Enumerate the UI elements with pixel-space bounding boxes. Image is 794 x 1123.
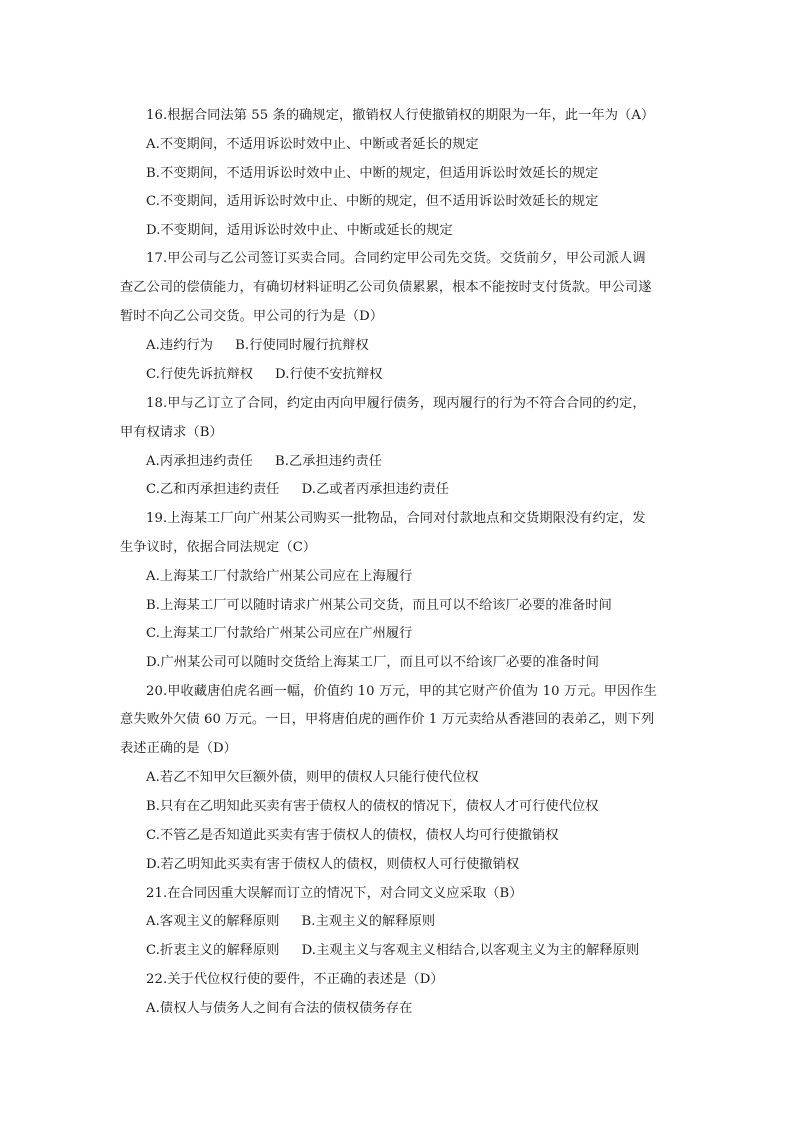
- option-17-b: B.行使同时履行抗辩权: [235, 338, 369, 353]
- option-16-a: A.不变期间，不适用诉讼时效中止、中断或者延长的规定: [146, 137, 479, 152]
- option-row-18-cd: [146, 481, 449, 499]
- option-20-d: D.若乙明知此买卖有害于债权人的债权，则债权人可行使撤销权: [146, 857, 520, 872]
- option-17-a: A.违约行为: [146, 338, 214, 353]
- question-18-stem-cont: 甲有权请求（B）: [120, 425, 223, 440]
- option-22-a: A.债权人与债务人之间有合法的债权债务存在: [146, 1001, 413, 1016]
- option-row-18-ab: [146, 453, 382, 471]
- option-19-d: D.广州某公司可以随时交货给上海某工厂，而且可以不给该厂必要的准备时间: [146, 655, 599, 670]
- option-18-c: C.乙和丙承担违约责任: [146, 482, 280, 497]
- option-19-a: A.上海某工厂付款给广州某公司应在上海履行: [146, 569, 413, 584]
- option-20-b: B.只有在乙明知此买卖有害于债权人的债权的情况下，债权人才可行使代位权: [146, 799, 599, 814]
- question-21-stem: 21.在合同因重大误解而订立的情况下，对合同文义应采取（B）: [146, 886, 523, 901]
- option-18-d: D.乙或者丙承担违约责任: [301, 482, 449, 497]
- option-16-c: C.不变期间，适用诉讼时效中止、中断的规定，但不适用诉讼时效延长的规定: [146, 194, 599, 209]
- question-19-stem-cont: 生争议时，依据合同法规定（C）: [120, 540, 317, 555]
- option-16-d: D.不变期间，适用诉讼时效中止、中断或延长的规定: [146, 223, 453, 238]
- option-17-c: C.行使先诉抗辩权: [146, 367, 254, 382]
- question-20-stem: 20.甲收藏唐伯虎名画一幅，价值约 10 万元，甲的其它财产价值为 10 万元。甲因作生: [146, 684, 657, 699]
- option-21-d: D.主观主义与客观主义相结合,以客观主义为主的解释原则: [301, 943, 640, 958]
- question-17-stem-cont: 暂时不向乙公司交货。甲公司的行为是（D）: [120, 309, 384, 324]
- option-18-b: B.乙承担违约责任: [274, 454, 383, 469]
- option-21-b: B.主观主义的解释原则: [301, 914, 436, 929]
- option-row-17-ab: [146, 337, 369, 355]
- option-16-b: B.不变期间，不适用诉讼时效中止、中断的规定，但适用诉讼时效延长的规定: [146, 166, 599, 181]
- question-22-stem: 22.关于代位权行使的要件，不正确的表述是（D）: [146, 972, 444, 987]
- question-18-stem: 18.甲与乙订立了合同，约定由丙向甲履行债务，现丙履行的行为不符合合同的约定，: [146, 396, 646, 411]
- question-16-stem: 16.根据合同法第 55 条的确规定，撤销权人行使撤销权的期限为一年，此一年为（A）: [146, 108, 655, 123]
- option-19-c: C.上海某工厂付款给广州某公司应在广州履行: [146, 626, 413, 641]
- option-row-21-cd: [146, 942, 639, 960]
- option-19-b: B.上海某工厂可以随时请求广州某公司交货，而且可以不给该厂必要的准备时间: [146, 598, 612, 613]
- question-17-stem-cont: 查乙公司的偿债能力，有确切材料证明乙公司负债累累，根本不能按时支付货款。甲公司遂: [120, 280, 652, 295]
- option-20-a: A.若乙不知甲欠巨额外债，则甲的债权人只能行使代位权: [146, 770, 479, 785]
- option-row-17-cd: [146, 366, 383, 384]
- question-17-stem: 17.甲公司与乙公司签订买卖合同。合同约定甲公司先交货。交货前夕，甲公司派人调: [146, 251, 646, 266]
- question-20-stem-cont: 表述正确的是（D）: [120, 741, 237, 756]
- option-20-c: C.不管乙是否知道此买卖有害于债权人的债权，债权人均可行使撤销权: [146, 828, 559, 843]
- option-21-c: C.折衷主义的解释原则: [146, 943, 280, 958]
- option-row-21-ab: [146, 913, 435, 931]
- option-18-a: A.丙承担违约责任: [146, 454, 253, 469]
- question-19-stem: 19.上海某工厂向广州某公司购买一批物品，合同对付款地点和交货期限没有约定，发: [146, 511, 646, 526]
- option-21-a: A.客观主义的解释原则: [146, 914, 280, 929]
- question-20-stem-cont: 意失败外欠债 60 万元。一日，甲将唐伯虎的画作价 1 万元卖给从香港回的表弟乙，则下列: [120, 712, 655, 727]
- option-17-d: D.行使不安抗辩权: [275, 367, 383, 382]
